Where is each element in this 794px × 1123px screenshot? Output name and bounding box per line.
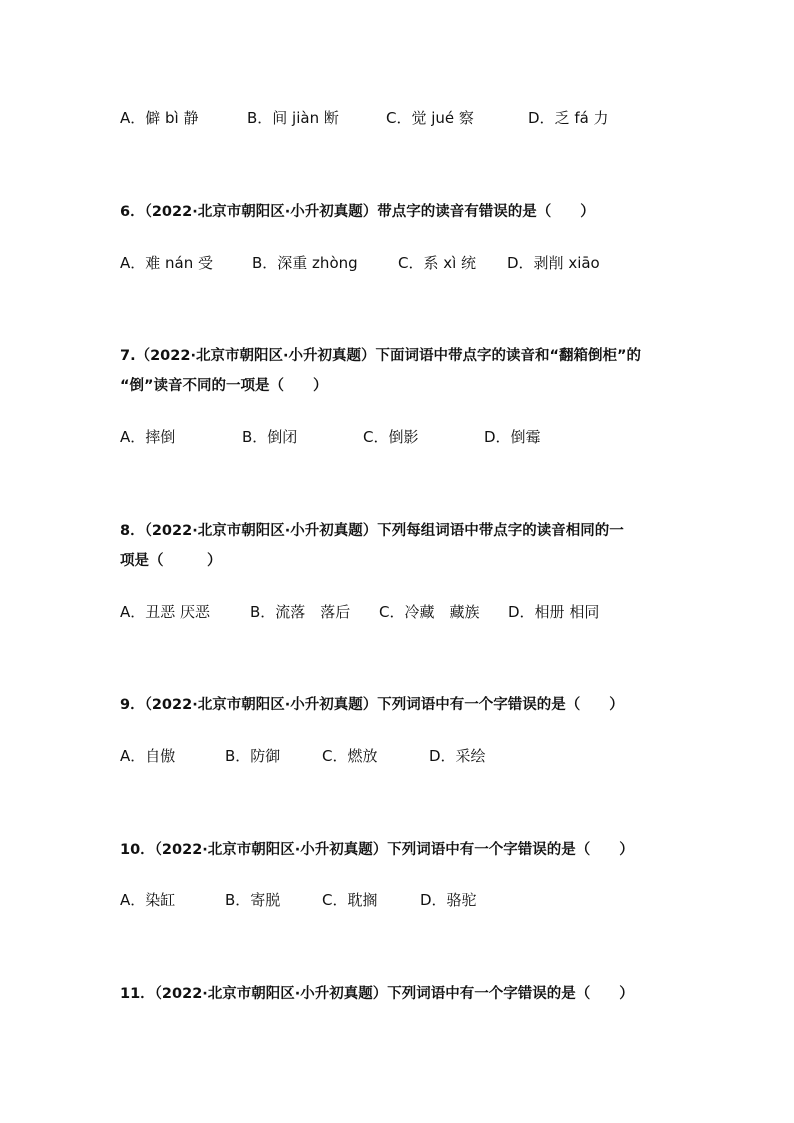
q5-option-d: D．乏 fá 力 — [528, 109, 609, 127]
q10-option-b: B．寄脱 — [225, 891, 281, 909]
q6-option-c: C．系 xì 统 — [398, 254, 477, 272]
q10-option-d: D．骆驼 — [420, 891, 477, 909]
q5-option-b: B．间 jiàn 断 — [247, 109, 339, 127]
q7-option-a: A．摔倒 — [120, 428, 176, 446]
q7-stem-line1: 7.（2022·北京市朝阳区·小升初真题）下面词语中带点字的读音和“翻箱倒柜”的 — [120, 348, 642, 364]
q9-option-b: B．防御 — [225, 747, 281, 765]
q9-option-d: D．采绘 — [429, 747, 486, 765]
q7-option-b: B．倒闭 — [242, 428, 298, 446]
q10-stem: 10．（2022·北京市朝阳区·小升初真题）下列词语中有一个字错误的是（ ） — [120, 842, 634, 858]
q8-option-a: A．丑恶 厌恶 — [120, 603, 211, 621]
q6-option-b: B．深重 zhòng — [252, 254, 358, 272]
q9-stem: 9．（2022·北京市朝阳区·小升初真题）下列词语中有一个字错误的是（ ） — [120, 697, 624, 713]
q6-option-d: D．剥削 xiāo — [507, 254, 600, 272]
q7-option-d: D．倒霉 — [484, 428, 541, 446]
q9-option-a: A．自傲 — [120, 747, 176, 765]
q8-stem-line2: 项是（ ） — [120, 553, 222, 569]
q7-option-c: C．倒影 — [363, 428, 419, 446]
q7-stem-line2: “倒”读音不同的一项是（ ） — [120, 378, 328, 394]
q8-stem-line1: 8．（2022·北京市朝阳区·小升初真题）下列每组词语中带点字的读音相同的一 — [120, 523, 624, 539]
q10-option-a: A．染缸 — [120, 891, 176, 909]
q5-option-a: A．僻 bì 静 — [120, 109, 199, 127]
q6-option-a: A．难 nán 受 — [120, 254, 214, 272]
q8-option-c: C．冷藏 藏族 — [379, 603, 480, 621]
q5-option-c: C．觉 jué 察 — [386, 109, 474, 127]
q8-option-b: B．流落 落后 — [250, 603, 351, 621]
q6-stem: 6．（2022·北京市朝阳区·小升初真题）带点字的读音有错误的是（ ） — [120, 204, 595, 220]
q8-option-d: D．相册 相同 — [508, 603, 600, 621]
q10-option-c: C．耽搁 — [322, 891, 378, 909]
q9-option-c: C．燃放 — [322, 747, 378, 765]
q11-stem: 11．（2022·北京市朝阳区·小升初真题）下列词语中有一个字错误的是（ ） — [120, 986, 634, 1002]
